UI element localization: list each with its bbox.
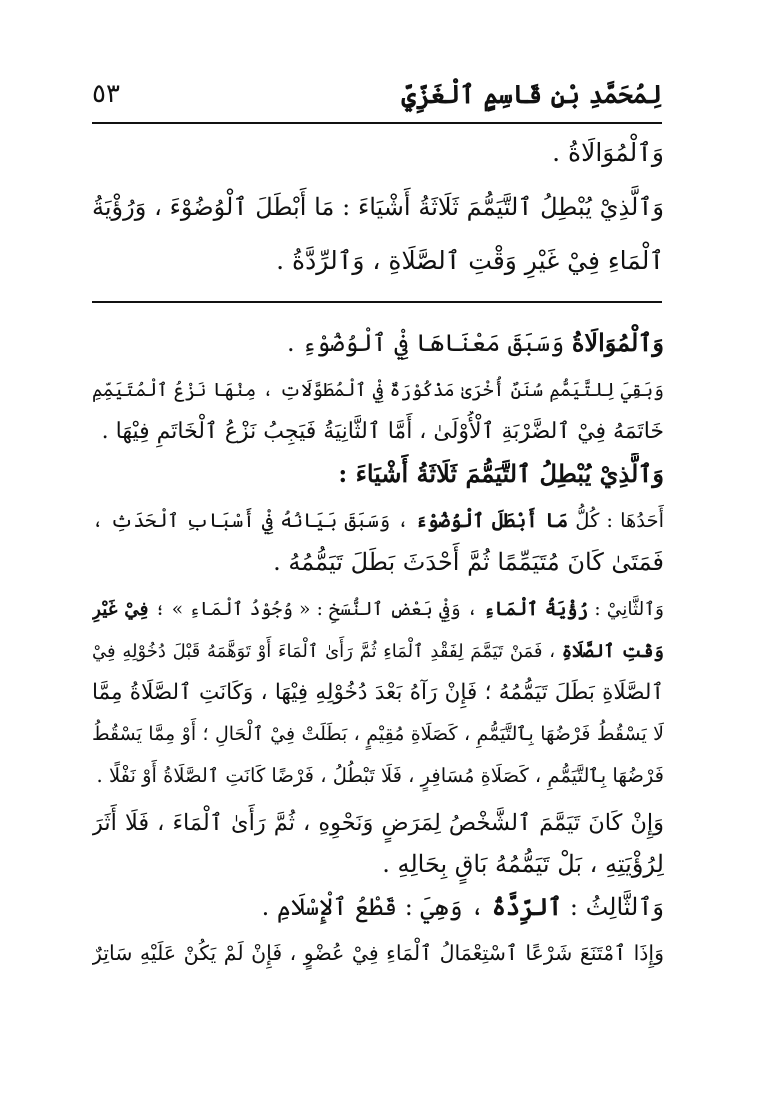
- commentary-line: [92, 500, 664, 542]
- page-header: [92, 72, 662, 116]
- commentary-line: خَاتَمَهُ فِيْ ٱلضَّرْبَةِ ٱلْأُوْلَىٰ ، أَمَّا ٱلثَّانِيَةُ فَيَجِبُ نَزْعُ ٱلْخَاتَمِ فِيْهَا .: [101, 419, 664, 444]
- matn-line: وَٱلَّذِيْ يُبْطِلُ ٱلتَّيَمُّمَ ثَلَاثَةُ أَشْيَاءَ : مَا أَبْطَلَ ٱلْوُضُوْءَ ، وَرُؤْيَةُ: [92, 193, 664, 221]
- matn-line: ٱلْمَاءِ فِيْ غَيْرِ وَقْتِ ٱلصَّلَاةِ ، وَٱلرِّدَّةُ .: [276, 246, 664, 275]
- commentary-text: [92, 322, 664, 975]
- commentary-span: أَحَدُهَا : كُلُّ: [575, 509, 664, 532]
- matn-quote: وَٱلْمُوَالَاةُ: [571, 328, 664, 357]
- commentary-line: [92, 631, 664, 673]
- commentary-line: ٱلصَّلَاةِ بَطَلَ تَيَمُّمُهُ ؛ فَإِنْ رَآهُ بَعْدَ دُخُوْلِهِ فِيْهَا ، وَكَانَتِ ٱلصَّلَاةُ مِمَّا: [92, 680, 664, 705]
- matn-quote: ٱلرِّدَّةُ: [491, 891, 563, 921]
- commentary-span: ، وَسَبَقَ بَيَانُهُ فِيْ أَسْبَابِ ٱلْحَدَثِ ،: [92, 509, 409, 532]
- header-rule: [92, 122, 662, 124]
- commentary-span: ، فَمَنْ تَيَمَّمَ لِفَقْدِ ٱلْمَاءِ ثُمَّ رَأَىٰ ٱلْمَاءَ أَوْ تَوَهَّمَهُ قَبْلَ دُخُوْلِهِ فِيْ: [92, 640, 556, 662]
- page-number: ٥٣: [92, 79, 120, 109]
- commentary-span: ، وَهِيَ : قَطْعُ ٱلْإِسْلَامِ .: [261, 892, 485, 921]
- commentary-span: ، وَفِيْ بَعْضِ ٱلنُّسَخِ : « وُجُوْدُ ٱلْمَاءِ » ؛: [154, 599, 478, 620]
- matn-text: [92, 126, 664, 288]
- matn-quote: فِيْ غَيْرِ: [92, 599, 149, 620]
- matn-line: وَٱلْمُوَالَاةُ .: [552, 138, 664, 167]
- matn-divider-rule: [92, 301, 662, 303]
- commentary-line: وَبَقِيَ لِلتَّيَمُّمِ سُنَنٌ أُخْرَىٰ مَذْكُوْرَةٌ فِيْ ٱلْمُطَوَّلَاتِ ، مِنْهَا نَزْعُ ٱلْمُتَيَمِّمِ: [92, 379, 664, 401]
- matn-quote: مَا أَبْطَلَ ٱلْوُضُوْءَ: [415, 509, 569, 532]
- commentary-line: فَمَتَىٰ كَانَ مُتَيَمِّمًا ثُمَّ أَحْدَثَ بَطَلَ تَيَمُّمُهُ .: [273, 547, 664, 576]
- commentary-span: وَٱلثَّانِيْ :: [594, 599, 664, 620]
- commentary-paragraph: [92, 322, 664, 364]
- commentary-span: وَسَبَقَ مَعْنَاهَا فِيْ ٱلْوُضُوْءِ .: [286, 329, 565, 357]
- commentary-line: لَا يَسْقُطُ فَرْضُهَا بِٱلتَّيَمُّمِ ، كَصَلَاةِ مُقِيْمٍ ، بَطَلَتْ فِيْ ٱلْحَالِ ؛ أَوْ مِمَّا يَسْقُطُ: [92, 722, 664, 745]
- commentary-line: وَإِذَا ٱمْتَنَعَ شَرْعًا ٱسْتِعْمَالُ ٱلْمَاءِ فِيْ عُضْوٍ ، فَإِنْ لَمْ يَكُنْ عَلَيْهِ سَاتِرٌ: [92, 941, 664, 965]
- commentary-line: [92, 589, 664, 631]
- commentary-line: لِرُؤْيَتِهِ ، بَلْ تَيَمُّمُهُ بَاقٍ بِحَالِهِ .: [382, 850, 664, 878]
- commentary-line: [92, 886, 664, 928]
- commentary-line: وَإِنْ كَانَ تَيَمَّمَ ٱلشَّخْصُ لِمَرَضٍ وَنَحْوِهِ ، ثُمَّ رَأَىٰ ٱلْمَاءَ ، فَلَا أَثَرَ: [92, 809, 664, 836]
- matn-quote-heading: وَٱلَّذِيْ يُبْطِلُ ٱلتَّيَمُّمَ ثَلَاثَةُ أَشْيَاءَ :: [338, 458, 664, 488]
- running-title: لِمُحَمَّدِ بْنِ قَاسِمٍ ٱلْغَزِّيِّ: [401, 79, 662, 109]
- commentary-span: وَٱلثَّالِثُ :: [569, 892, 664, 921]
- matn-quote: رُؤْيَةُ ٱلْمَاءِ: [483, 599, 589, 620]
- matn-quote: وَقْتِ ٱلصَّلَاةِ: [561, 640, 664, 662]
- commentary-line: فَرْضُهَا بِٱلتَّيَمُّمِ ، كَصَلَاةِ مُسَافِرٍ ، فَلَا تَبْطُلُ ، فَرْضًا كَانَتِ ٱلصَّلَاةُ أَوْ نَفْلًا .: [96, 764, 664, 787]
